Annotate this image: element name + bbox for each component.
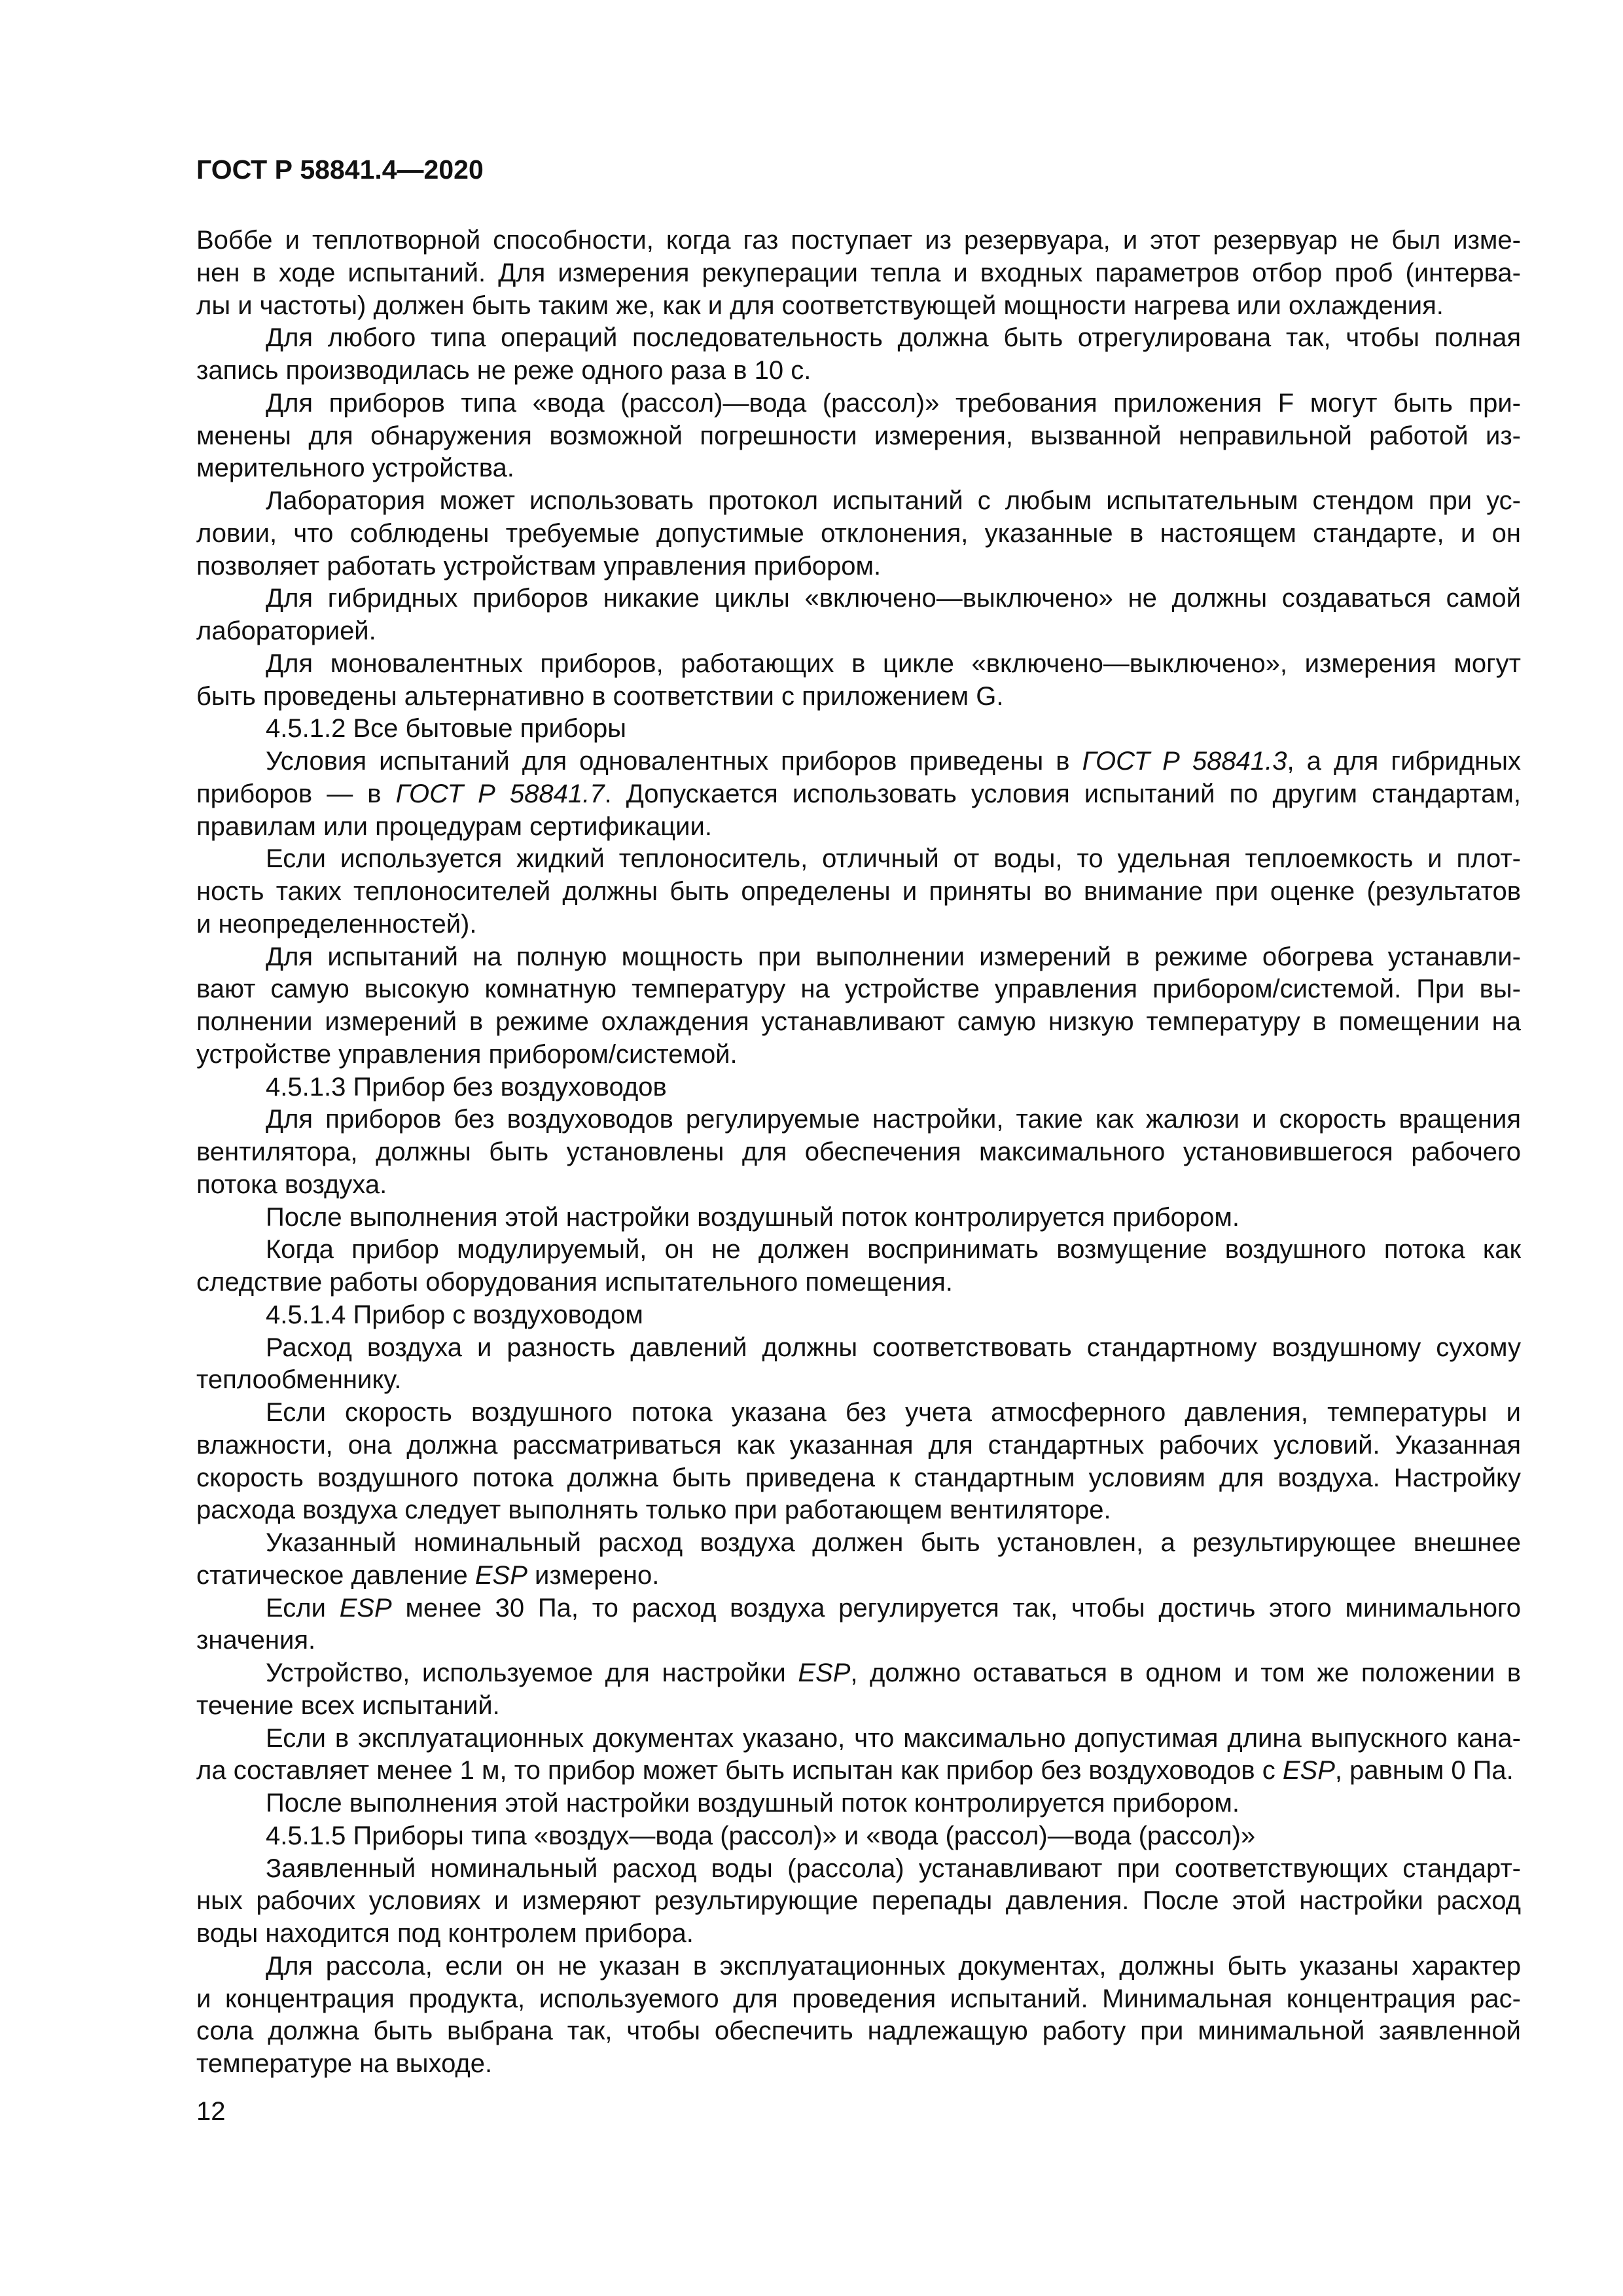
text-line: теплообменнику. (196, 1365, 402, 1395)
section-heading (196, 1820, 1521, 1853)
text-line: Если в эксплуатационных документах указано, что максимально допустимая длина выпускного кана- (266, 1723, 1521, 1753)
text-line: Если используется жидкий теплоноситель, отличный от воды, то удельная теплоемкость и плот- (266, 844, 1521, 874)
text-line: Для приборов типа «вода (рассол)—вода (рассол)» требования приложения F могут быть при- (266, 388, 1521, 418)
text-line: значения. (196, 1626, 316, 1655)
text-line (196, 1755, 1521, 1787)
text-line: Для любого типа операций последовательность должна быть отрегулирована так, чтобы полная (266, 323, 1521, 353)
text-line: 4.5.1.2 Все бытовые приборы (266, 714, 627, 744)
text-line: позволяет работать устройствам управления прибором. (196, 551, 882, 581)
text-line: влажности, она должна рассматриваться как указанная для стандартных рабочих условий. Указанная (196, 1430, 1521, 1460)
paragraph (196, 1853, 1521, 1950)
document-code: ГОСТ Р 58841.4—2020 (196, 154, 484, 185)
text-line: менены для обнаружения возможной погрешности измерения, вызванной неправильной работой из- (196, 421, 1521, 450)
paragraph (196, 1950, 1521, 2081)
text-line: температуре на выходе. (196, 2049, 493, 2078)
text-line: Для моновалентных приборов, работающих в цикле «включено—выключено», измерения могут (266, 649, 1521, 678)
paragraph (196, 843, 1521, 941)
text-line: ных рабочих условиях и измеряют результирующие перепады давления. После этой настройки расход (196, 1886, 1521, 1916)
text-line: 4.5.1.4 Прибор с воздуховодом (266, 1300, 643, 1329)
paragraph (196, 1234, 1521, 1299)
text-span: измерено. (527, 1560, 660, 1590)
paragraph (196, 941, 1521, 1071)
paragraph (196, 745, 1521, 843)
document-body (196, 224, 1521, 2081)
text-line (196, 1657, 1521, 1690)
page-number: 12 (196, 2097, 226, 2126)
text-line: Лаборатория может использовать протокол испытаний с любым испытательным стендом при ус- (266, 486, 1521, 515)
text-span: . Допускается использовать условия испытаний по другим стандартам, (604, 779, 1521, 808)
text-line: сола должна быть выбрана так, чтобы обеспечить надлежащую работу при минимальной заявленной (196, 2017, 1521, 2046)
text-span: менее 30 Па, то расход воздуха регулируется так, чтобы достичь этого минимального (391, 1593, 1521, 1623)
text-line: Для рассола, если он не указан в эксплуатационных документах, должны быть указаны характер (266, 1951, 1521, 1981)
text-span: Условия испытаний для одновалентных приборов приведены в (266, 747, 1082, 776)
italic-text: ESP (798, 1659, 851, 1687)
text-line: потока воздуха. (196, 1170, 387, 1199)
text-line: лабораторией. (196, 617, 376, 645)
text-line: быть проведены альтернативно в соответствии с приложением G. (196, 681, 1004, 711)
text-line: Для приборов без воздуховодов регулируемые настройки, такие как жалюзи и скорость вращения (266, 1105, 1521, 1134)
text-line: ловии, что соблюдены требуемые допустимые отклонения, указанные в настоящем стандарте, и он (196, 518, 1521, 548)
text-span: , равным 0 Па. (1334, 1756, 1514, 1785)
paragraph (196, 648, 1521, 713)
text-line: и концентрация продукта, используемого для проведения испытаний. Минимальная концентрация рас- (196, 1984, 1521, 2013)
text-line: и неопределенностей). (196, 909, 477, 939)
paragraph (196, 1592, 1521, 1658)
paragraph (196, 583, 1521, 648)
paragraph (196, 1397, 1521, 1527)
text-line: Если скорость воздушного потока указана без учета атмосферного давления, температуры и (266, 1398, 1521, 1427)
italic-text: ГОСТ Р 58841.7 (395, 779, 605, 808)
text-line: Расход воздуха и разность давлений должны соответствовать стандартному воздушному сухому (266, 1333, 1521, 1362)
text-line: После выполнения этой настройки воздушный поток контролируется прибором. (266, 1202, 1240, 1232)
text-line: мерительного устройства. (196, 454, 514, 483)
paragraph (196, 387, 1521, 485)
text-line: полнении измерений в режиме охлаждения устанавливают самую низкую температуру в помещении на (196, 1007, 1521, 1036)
paragraph (196, 1103, 1521, 1201)
section-heading (196, 1071, 1521, 1104)
text-line: устройстве управления прибором/системой. (196, 1039, 738, 1069)
italic-text: ESP (339, 1593, 392, 1623)
text-span: статическое давление (196, 1560, 475, 1590)
text-span: ла составляет менее 1 м, то прибор может быть испытан как прибор без воздуховодов с (196, 1756, 1283, 1785)
text-line: Заявленный номинальный расход воды (рассола) устанавливают при соответствующих стандарт- (266, 1854, 1521, 1883)
text-line: ность таких теплоносителей должны быть определены и приняты во внимание при оценке (результатов (196, 877, 1521, 906)
paragraph (196, 1657, 1521, 1723)
text-line: вают самую высокую комнатную температуру на устройстве управления прибором/системой. При вы- (196, 975, 1521, 1004)
paragraph (196, 1723, 1521, 1788)
text-line: запись производилась не реже одного раза в 10 с. (196, 356, 812, 385)
text-line: правилам или процедурам сертификации. (196, 812, 712, 841)
text-line: Указанный номинальный расход воздуха должен быть установлен, а результирующее внешнее (266, 1528, 1521, 1557)
text-line (196, 1560, 1521, 1592)
italic-text: ESP (474, 1560, 527, 1590)
paragraph (196, 1202, 1521, 1234)
text-line: Воббе и теплотворной способности, когда газ поступает из резервуара, и этот резервуар не был изме- (196, 226, 1521, 255)
text-line (196, 1592, 1521, 1625)
italic-text: ESP (1282, 1756, 1335, 1785)
text-line: воды находится под контролем прибора. (196, 1919, 694, 1948)
text-span: , а для гибридных (1287, 747, 1521, 776)
text-span: , должно оставаться в одном и том же положении в (850, 1659, 1521, 1687)
text-line (196, 778, 1521, 811)
text-line: лы и частоты) должен быть таким же, как и для соответствующей мощности нагрева или охлаждения. (196, 291, 1444, 320)
paragraph (196, 322, 1521, 387)
text-span: Устройство, используемое для настройки (266, 1659, 798, 1687)
italic-text: ГОСТ Р 58841.3 (1082, 747, 1287, 776)
text-line: 4.5.1.5 Приборы типа «воздух—вода (рассол)» и «вода (рассол)—вода (рассол)» (266, 1821, 1256, 1850)
text-line: течение всех испытаний. (196, 1691, 500, 1720)
text-line: 4.5.1.3 Прибор без воздуховодов (266, 1072, 667, 1102)
section-heading (196, 1299, 1521, 1332)
paragraph (196, 1332, 1521, 1397)
text-line: следствие работы оборудования испытательного помещения. (196, 1268, 953, 1297)
text-line: вентилятора, должны быть установлены для обеспечения максимального установившегося рабочего (196, 1138, 1521, 1166)
text-span: приборов — в (196, 779, 396, 808)
paragraph (196, 1527, 1521, 1592)
text-line: скорость воздушного потока должна быть приведена к стандартным условиям для воздуха. Настройку (196, 1463, 1521, 1492)
section-heading (196, 713, 1521, 745)
text-line: Когда прибор модулируемый, он не должен воспринимать возмущение воздушного потока как (266, 1235, 1521, 1265)
text-line: После выполнения этой настройки воздушный поток контролируется прибором. (266, 1789, 1240, 1818)
text-line: Для гибридных приборов никакие циклы «включено—выключено» не должны создаваться самой (266, 584, 1521, 613)
paragraph (196, 224, 1521, 322)
text-line: расхода воздуха следует выполнять только при работающем вентиляторе. (196, 1496, 1111, 1525)
paragraph (196, 485, 1521, 583)
text-span: Если (266, 1593, 340, 1623)
text-line: нен в ходе испытаний. Для измерения рекуперации тепла и входных параметров отбор проб (интерва- (196, 258, 1521, 287)
text-line (196, 745, 1521, 778)
text-line: Для испытаний на полную мощность при выполнении измерений в режиме обогрева устанавли- (266, 942, 1521, 971)
paragraph (196, 1787, 1521, 1820)
